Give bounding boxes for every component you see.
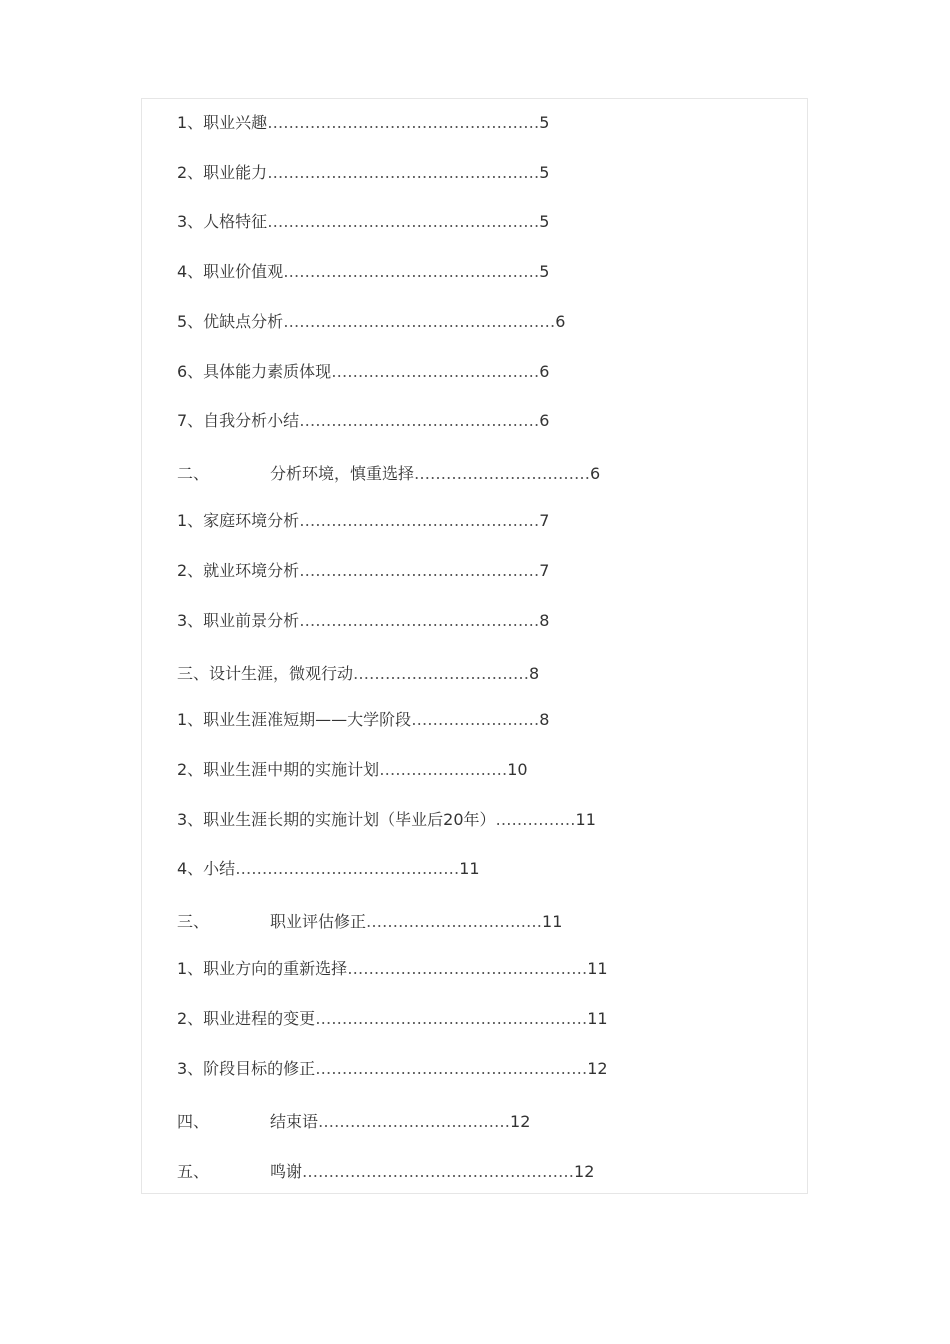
toc-entry[interactable] xyxy=(177,610,549,632)
toc-entry[interactable] xyxy=(177,112,549,134)
toc-page-number: 5 xyxy=(539,113,550,132)
toc-section[interactable] xyxy=(177,911,562,933)
toc-leader-dots: …………………………… xyxy=(366,912,543,931)
toc-page-number: 6 xyxy=(539,411,550,430)
toc-page-number: 11 xyxy=(575,810,596,829)
toc-entry-title: 2、职业生涯中期的实施计划 xyxy=(177,760,380,779)
toc-leader-dots: ………………………………………… xyxy=(283,262,540,281)
toc-page-number: 11 xyxy=(587,959,608,978)
toc-leader-dots: …………………… xyxy=(379,760,508,779)
toc-entry[interactable] xyxy=(177,560,549,582)
toc-entry-title: 3、人格特征 xyxy=(177,212,268,231)
toc-leader-dots: …………………………… xyxy=(353,664,530,683)
toc-section-number: 二、 xyxy=(177,464,210,483)
toc-entry-title: 1、职业兴趣 xyxy=(177,113,268,132)
toc-entry[interactable] xyxy=(177,958,608,980)
toc-page-number: 6 xyxy=(539,362,550,381)
toc-entry[interactable] xyxy=(177,809,596,831)
toc-entry-title: 鸣谢 xyxy=(270,1162,303,1181)
toc-entry-title: 3、阶段目标的修正 xyxy=(177,1059,316,1078)
toc-section-number: 四、 xyxy=(177,1112,210,1131)
toc-entry[interactable] xyxy=(177,709,549,731)
toc-leader-dots: ……………………………… xyxy=(318,1112,511,1131)
toc-entry-title: 分析环境，慎重选择 xyxy=(270,464,415,483)
toc-page-number: 8 xyxy=(539,710,550,729)
toc-page-number: 10 xyxy=(507,760,528,779)
toc-page-number: 8 xyxy=(529,664,540,683)
toc-leader-dots: ……………………………………… xyxy=(299,611,540,630)
toc-leader-dots: …………… xyxy=(495,810,576,829)
toc-leader-dots: …………………………………………… xyxy=(315,1059,588,1078)
toc-entry-title: 1、职业生涯准短期——大学阶段 xyxy=(177,710,412,729)
toc-entry-title: 5、优缺点分析 xyxy=(177,312,284,331)
toc-entry-title: 6、具体能力素质体现 xyxy=(177,362,332,381)
toc-entry-title: 结束语 xyxy=(270,1112,319,1131)
toc-leader-dots: …………………………………………… xyxy=(267,113,540,132)
toc-leader-dots: …………………………………………… xyxy=(283,312,556,331)
toc-leader-dots: ……………………………………… xyxy=(299,511,540,530)
toc-entry-title: 3、职业前景分析 xyxy=(177,611,300,630)
toc-section[interactable] xyxy=(177,1111,530,1133)
toc-page-number: 12 xyxy=(574,1162,595,1181)
toc-leader-dots: …………………………………… xyxy=(235,859,460,878)
toc-entry-title: 2、就业环境分析 xyxy=(177,561,300,580)
toc-leader-dots: ……………………………………… xyxy=(347,959,588,978)
toc-section[interactable] xyxy=(177,463,600,485)
toc-entry[interactable] xyxy=(177,759,528,781)
toc-entry-title: 2、职业进程的变更 xyxy=(177,1009,316,1028)
toc-section-number: 五、 xyxy=(177,1162,210,1181)
toc-entry-title: 4、职业价值观 xyxy=(177,262,284,281)
toc-entry-title: 三、设计生涯，微观行动 xyxy=(177,664,354,683)
toc-entry[interactable] xyxy=(177,162,549,184)
toc-leader-dots: …………………………………………… xyxy=(315,1009,588,1028)
toc-page-number: 8 xyxy=(539,611,550,630)
toc-entry-title: 1、职业方向的重新选择 xyxy=(177,959,348,978)
toc-page-number: 5 xyxy=(539,262,550,281)
toc-page-number: 6 xyxy=(555,312,566,331)
toc-page-number: 11 xyxy=(542,912,563,931)
toc-entry[interactable] xyxy=(177,361,549,383)
toc-page-number: 11 xyxy=(459,859,480,878)
toc-page-number: 7 xyxy=(539,561,550,580)
toc-entry-title: 职业评估修正 xyxy=(270,912,367,931)
toc-leader-dots: …………………………… xyxy=(414,464,591,483)
toc-entry-title: 4、小结 xyxy=(177,859,236,878)
toc-page-number: 11 xyxy=(587,1009,608,1028)
toc-entry-title: 1、家庭环境分析 xyxy=(177,511,300,530)
toc-page-number: 12 xyxy=(587,1059,608,1078)
toc-section-number: 三、 xyxy=(177,912,210,931)
toc-page-number: 12 xyxy=(510,1112,531,1131)
toc-page-number: 6 xyxy=(590,464,601,483)
toc-leader-dots: …………………………………………… xyxy=(267,163,540,182)
toc-leader-dots: ……………………………………… xyxy=(299,411,540,430)
toc-page-number: 7 xyxy=(539,511,550,530)
toc-leader-dots: ………………………………… xyxy=(331,362,540,381)
toc-entry-title: 2、职业能力 xyxy=(177,163,268,182)
toc-leader-dots: ……………………………………… xyxy=(299,561,540,580)
toc-entry[interactable] xyxy=(177,211,549,233)
toc-entry[interactable] xyxy=(177,510,549,532)
toc-leader-dots: …………………………………………… xyxy=(267,212,540,231)
toc-page-number: 5 xyxy=(539,163,550,182)
toc-entry[interactable] xyxy=(177,261,549,283)
toc-entry-title: 7、自我分析小结 xyxy=(177,411,300,430)
toc-leader-dots: …………………… xyxy=(411,710,540,729)
toc-section[interactable] xyxy=(177,663,539,685)
toc-entry[interactable] xyxy=(177,858,480,880)
toc-leader-dots: …………………………………………… xyxy=(302,1162,575,1181)
toc-entry-title: 3、职业生涯长期的实施计划（毕业后20年） xyxy=(177,810,496,829)
toc-page-number: 5 xyxy=(539,212,550,231)
toc-section[interactable] xyxy=(177,1161,594,1183)
toc-entry[interactable] xyxy=(177,311,565,333)
toc-entry[interactable] xyxy=(177,1008,608,1030)
toc-entry[interactable] xyxy=(177,410,549,432)
toc-entry[interactable] xyxy=(177,1058,608,1080)
